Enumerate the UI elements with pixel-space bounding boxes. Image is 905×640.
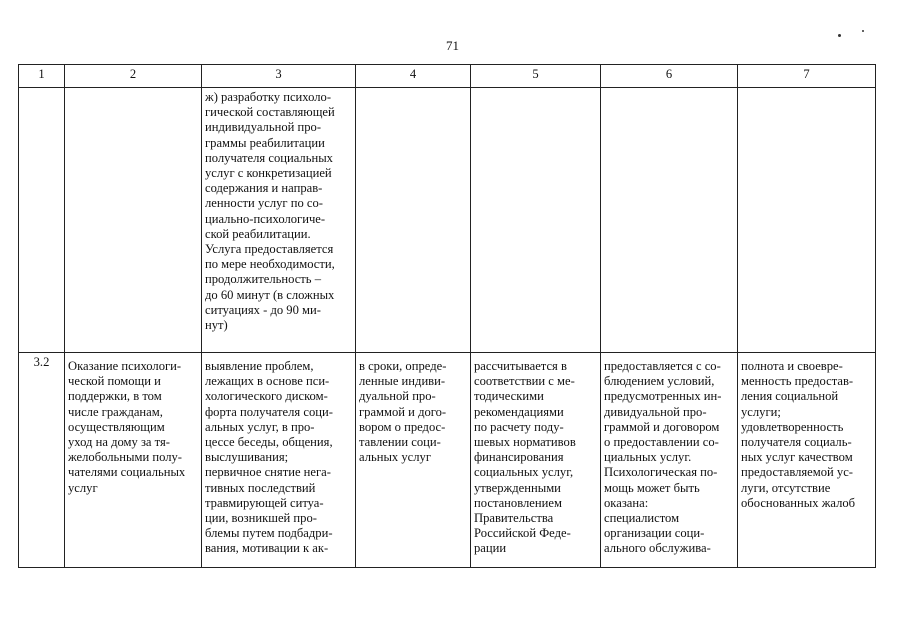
column-header-2: 2 — [65, 65, 202, 88]
service-quality-text: полнота и своевре- менность предостав- ления социальной услуги; удовлетворенность получателя социаль- ных услуг качеством предоставляемой ус- луги, отсутствие обоснованных жалоб — [741, 359, 856, 510]
service-name-text: Оказание психологи- ческой помощи и поддержки, в том числе гражданам, осуществляющим уход на дому за тя- желобольными полу- чателями социальных услуг — [68, 359, 186, 495]
service-description-cell — [202, 88, 356, 353]
service-quality-cell — [738, 353, 876, 568]
services-table — [18, 64, 876, 568]
column-header-3: 3 — [202, 65, 356, 88]
column-header-7: 7 — [738, 65, 876, 88]
service-description-text: выявление проблем, лежащих в основе пси- хологического диском- форта получателя соци- альных услуг, в про- цессе беседы, общения, выслушивания; первичное снятие нега- тивных последствий травмирующей ситуа- ции, возникшей про- блемы путем подбадри- вания, мотивации к ак- — [205, 359, 333, 556]
column-header-5: 5 — [471, 65, 601, 88]
service-quality-cell — [738, 88, 876, 353]
service-conditions-cell — [601, 353, 738, 568]
page-number: 71 — [446, 38, 459, 53]
scan-speck — [862, 30, 864, 32]
header-row — [19, 65, 876, 88]
service-description-text: ж) разработку психоло- гической составляющей индивидуальной про- граммы реабилитации получателя социальных услуг с конкретизацией содержания и направ- ленности услуг по со- циально-психологиче- ской реабилитации. Услуга предоставляется по мере необходимости, продолжительность – до 60 минут (в сложных ситуациях - до 90 ми- нут) — [205, 90, 335, 333]
column-header-4: 4 — [356, 65, 471, 88]
column-header-1: 1 — [19, 65, 65, 88]
service-conditions-text: предоставляется с со- блюдением условий, предусмотренных ин- дивидуальной про- граммой и договором о предоставлении со- циальных услуг. Психологическая по- мощь может быть оказана: специалистом организации соци- ального обслужива- — [604, 359, 722, 556]
service-cost-cell — [471, 88, 601, 353]
service-description-cell — [202, 353, 356, 568]
service-name-cell — [65, 88, 202, 353]
service-terms-text: в сроки, опреде- ленные индиви- дуальной про- граммой и дого- вором о предос- тавлении соци- альных услуг — [359, 359, 447, 465]
table-row — [19, 88, 876, 353]
service-name-cell — [65, 353, 202, 568]
scan-speck — [838, 34, 841, 37]
service-cost-text: рассчитывается в соответствии с ме- тодическими рекомендациями по расчету поду- шевых нормативов финансирования социальных услуг, утвержденными постановлением Правительства Российской Феде- рации — [474, 359, 576, 556]
column-header-6: 6 — [601, 65, 738, 88]
service-terms-cell — [356, 353, 471, 568]
row-number-cell — [19, 88, 65, 353]
service-conditions-cell — [601, 88, 738, 353]
service-terms-cell — [356, 88, 471, 353]
service-cost-cell — [471, 353, 601, 568]
row-number-cell: 3.2 — [19, 353, 65, 568]
table-row — [19, 353, 876, 568]
